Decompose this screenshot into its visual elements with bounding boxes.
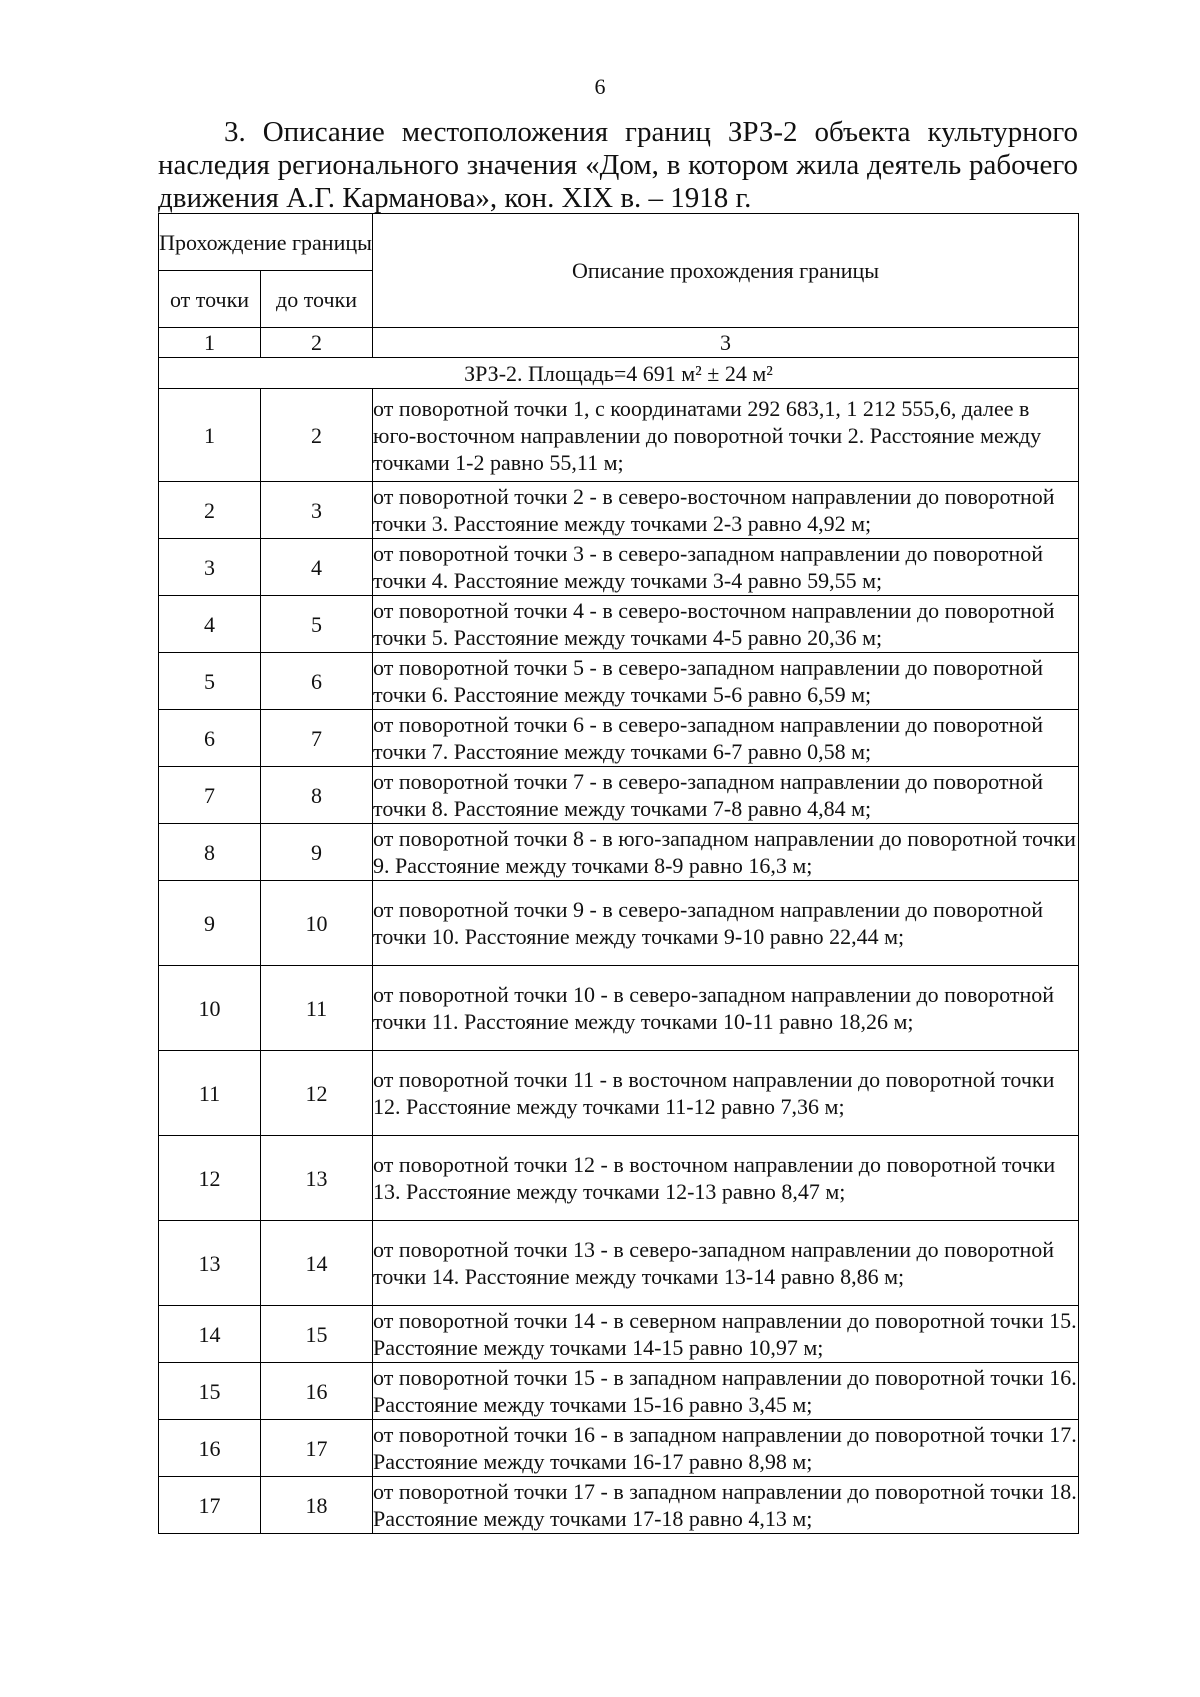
from-point-cell: 17 xyxy=(159,1477,261,1534)
to-point-cell: 17 xyxy=(261,1420,373,1477)
description-cell: от поворотной точки 14 - в северном направлении до поворотной точки 15. Расстояние между точками 14-15 равно 10,97 м; xyxy=(373,1306,1079,1363)
to-point-cell: 9 xyxy=(261,824,373,881)
page-number: 6 xyxy=(594,74,606,99)
section-heading xyxy=(158,116,1078,215)
from-point-cell: 5 xyxy=(159,653,261,710)
to-point-cell: 16 xyxy=(261,1363,373,1420)
to-point-cell: 3 xyxy=(261,482,373,539)
to-point-cell: 18 xyxy=(261,1477,373,1534)
description-cell: от поворотной точки 12 - в восточном направлении до поворотной точки 13. Расстояние между точками 12-13 равно 8,47 м; xyxy=(373,1136,1079,1221)
to-point-cell: 2 xyxy=(261,389,373,482)
from-point-cell: 8 xyxy=(159,824,261,881)
from-point-cell: 16 xyxy=(159,1420,261,1477)
table-row xyxy=(159,1221,1079,1306)
description-cell: от поворотной точки 3 - в северо-западном направлении до поворотной точки 4. Расстояние между точками 3-4 равно 59,55 м; xyxy=(373,539,1079,596)
to-point-cell: 13 xyxy=(261,1136,373,1221)
table-row xyxy=(159,1477,1079,1534)
header-to-point: до точки xyxy=(261,271,373,328)
from-point-cell: 11 xyxy=(159,1051,261,1136)
description-cell: от поворотной точки 13 - в северо-западном направлении до поворотной точки 14. Расстояние между точками 13-14 равно 8,86 м; xyxy=(373,1221,1079,1306)
description-cell: от поворотной точки 8 - в юго-западном направлении до поворотной точки 9. Расстояние между точками 8-9 равно 16,3 м; xyxy=(373,824,1079,881)
description-cell: от поворотной точки 9 - в северо-западном направлении до поворотной точки 10. Расстояние между точками 9-10 равно 22,44 м; xyxy=(373,881,1079,966)
table-row xyxy=(159,1420,1079,1477)
table-row xyxy=(159,1363,1079,1420)
header-boundary-passage: Прохождение границы xyxy=(159,214,373,271)
table-row xyxy=(159,539,1079,596)
from-point-cell: 12 xyxy=(159,1136,261,1221)
to-point-cell: 15 xyxy=(261,1306,373,1363)
description-cell: от поворотной точки 4 - в северо-восточном направлении до поворотной точки 5. Расстояние между точками 4-5 равно 20,36 м; xyxy=(373,596,1079,653)
to-point-cell: 8 xyxy=(261,767,373,824)
table-row xyxy=(159,1051,1079,1136)
table-row xyxy=(159,1306,1079,1363)
description-cell: от поворотной точки 16 - в западном направлении до поворотной точки 17. Расстояние между точками 16-17 равно 8,98 м; xyxy=(373,1420,1079,1477)
description-cell: от поворотной точки 15 - в западном направлении до поворотной точки 16. Расстояние между точками 15-16 равно 3,45 м; xyxy=(373,1363,1079,1420)
from-point-cell: 3 xyxy=(159,539,261,596)
table-row xyxy=(159,966,1079,1051)
to-point-cell: 6 xyxy=(261,653,373,710)
from-point-cell: 1 xyxy=(159,389,261,482)
boundary-rows xyxy=(159,389,1079,1534)
table-row xyxy=(159,389,1079,482)
to-point-cell: 12 xyxy=(261,1051,373,1136)
boundary-table xyxy=(158,213,1079,1534)
table-row xyxy=(159,710,1079,767)
section-area-label: ЗРЗ-2. Площадь=4 691 м² ± 24 м² xyxy=(159,358,1079,389)
description-cell: от поворотной точки 17 - в западном направлении до поворотной точки 18. Расстояние между точками 17-18 равно 4,13 м; xyxy=(373,1477,1079,1534)
from-point-cell: 9 xyxy=(159,881,261,966)
column-number: 1 xyxy=(159,328,261,358)
table-row xyxy=(159,482,1079,539)
heading-text: 3. Описание местоположения границ ЗРЗ-2 объекта культурного наследия регионального значения «Дом, в котором жила деятель рабочего движения А.Г. Карманова», кон. XIX в. – 1918 г. xyxy=(158,116,1078,214)
from-point-cell: 14 xyxy=(159,1306,261,1363)
description-cell: от поворотной точки 5 - в северо-западном направлении до поворотной точки 6. Расстояние между точками 5-6 равно 6,59 м; xyxy=(373,653,1079,710)
from-point-cell: 10 xyxy=(159,966,261,1051)
from-point-cell: 13 xyxy=(159,1221,261,1306)
description-cell: от поворотной точки 6 - в северо-западном направлении до поворотной точки 7. Расстояние между точками 6-7 равно 0,58 м; xyxy=(373,710,1079,767)
column-number: 3 xyxy=(373,328,1079,358)
from-point-cell: 15 xyxy=(159,1363,261,1420)
table-row xyxy=(159,1136,1079,1221)
column-number: 2 xyxy=(261,328,373,358)
from-point-cell: 4 xyxy=(159,596,261,653)
description-cell: от поворотной точки 11 - в восточном направлении до поворотной точки 12. Расстояние между точками 11-12 равно 7,36 м; xyxy=(373,1051,1079,1136)
to-point-cell: 11 xyxy=(261,966,373,1051)
table-row xyxy=(159,824,1079,881)
to-point-cell: 7 xyxy=(261,710,373,767)
header-description: Описание прохождения границы xyxy=(373,214,1079,328)
description-cell: от поворотной точки 2 - в северо-восточном направлении до поворотной точки 3. Расстояние между точками 2-3 равно 4,92 м; xyxy=(373,482,1079,539)
table-row xyxy=(159,653,1079,710)
to-point-cell: 14 xyxy=(261,1221,373,1306)
header-from-point: от точки xyxy=(159,271,261,328)
to-point-cell: 10 xyxy=(261,881,373,966)
description-cell: от поворотной точки 7 - в северо-западном направлении до поворотной точки 8. Расстояние между точками 7-8 равно 4,84 м; xyxy=(373,767,1079,824)
table-row xyxy=(159,596,1079,653)
table-row xyxy=(159,881,1079,966)
description-cell: от поворотной точки 1, с координатами 292 683,1, 1 212 555,6, далее в юго-восточном направлении до поворотной точки 2. Расстояние между точками 1-2 равно 55,11 м; xyxy=(373,389,1079,482)
from-point-cell: 6 xyxy=(159,710,261,767)
from-point-cell: 2 xyxy=(159,482,261,539)
table-row xyxy=(159,767,1079,824)
description-cell: от поворотной точки 10 - в северо-западном направлении до поворотной точки 11. Расстояние между точками 10-11 равно 18,26 м; xyxy=(373,966,1079,1051)
from-point-cell: 7 xyxy=(159,767,261,824)
to-point-cell: 4 xyxy=(261,539,373,596)
to-point-cell: 5 xyxy=(261,596,373,653)
